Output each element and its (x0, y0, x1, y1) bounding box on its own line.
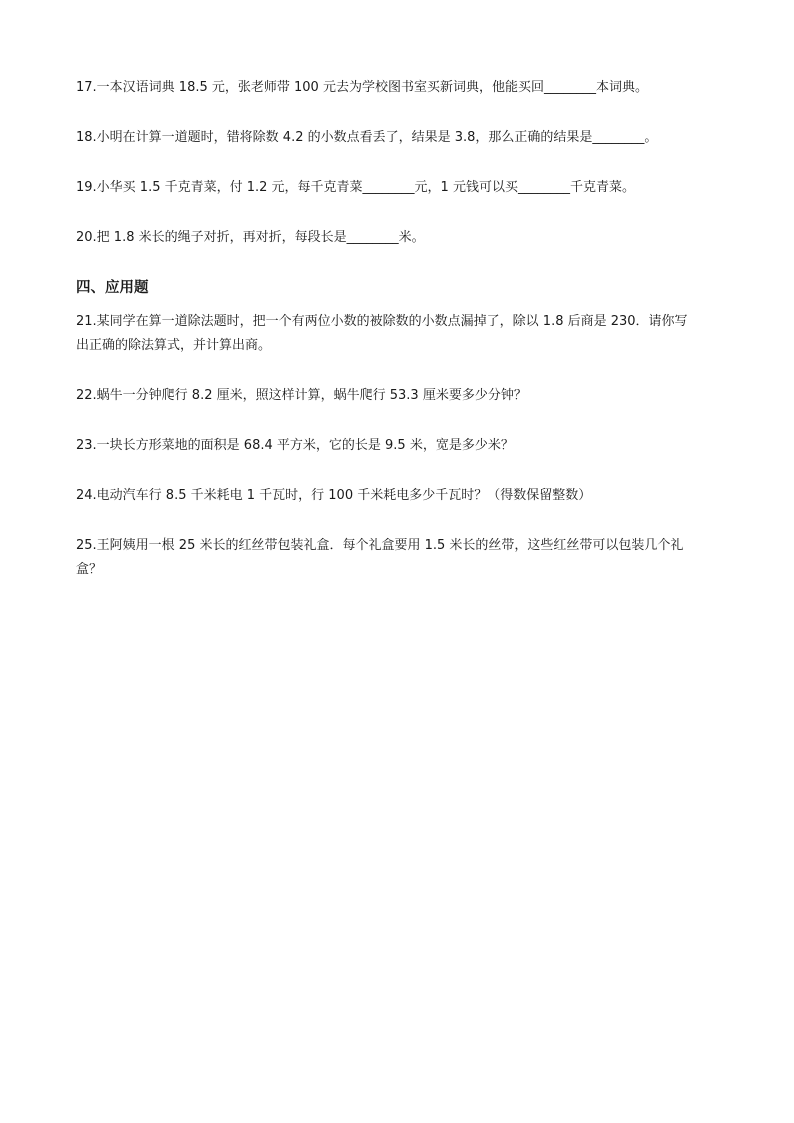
question-25-line-2: 盒？ (76, 562, 103, 577)
question-19: 19.小华买 1.5 千克青菜，付 1.2 元，每千克青菜________元，1 元钱可以买________千克青菜。 (76, 180, 635, 195)
question-24: 24.电动汽车行 8.5 千米耗电 1 千瓦时，行 100 千米耗电多少千瓦时？（得数保留整数） (76, 488, 592, 503)
question-18: 18.小明在计算一道题时，错将除数 4.2 的小数点看丢了，结果是 3.8，那么正确的结果是________。 (76, 130, 658, 145)
question-23: 23.一块长方形菜地的面积是 68.4 平方米，它的长是 9.5 米，宽是多少米？ (76, 438, 514, 453)
question-20: 20.把 1.8 米长的绳子对折，再对折，每段长是________米。 (76, 230, 425, 245)
question-25-line-1: 25.王阿姨用一根 25 米长的红丝带包装礼盒．每个礼盒要用 1.5 米长的丝带，这些红丝带可以包装几个礼 (76, 538, 684, 553)
question-21-line-2: 出正确的除法算式，并计算出商。 (76, 338, 272, 353)
question-22: 22.蜗牛一分钟爬行 8.2 厘米，照这样计算，蜗牛爬行 53.3 厘米要多少分钟？ (76, 388, 527, 403)
section-title-applications: 四、应用题 (76, 280, 149, 296)
question-21-line-1: 21.某同学在算一道除法题时，把一个有两位小数的被除数的小数点漏掉了，除以 1.8 后商是 230．请你写 (76, 314, 688, 329)
question-17: 17.一本汉语词典 18.5 元，张老师带 100 元去为学校图书室买新词典，他能买回________本词典。 (76, 80, 648, 95)
